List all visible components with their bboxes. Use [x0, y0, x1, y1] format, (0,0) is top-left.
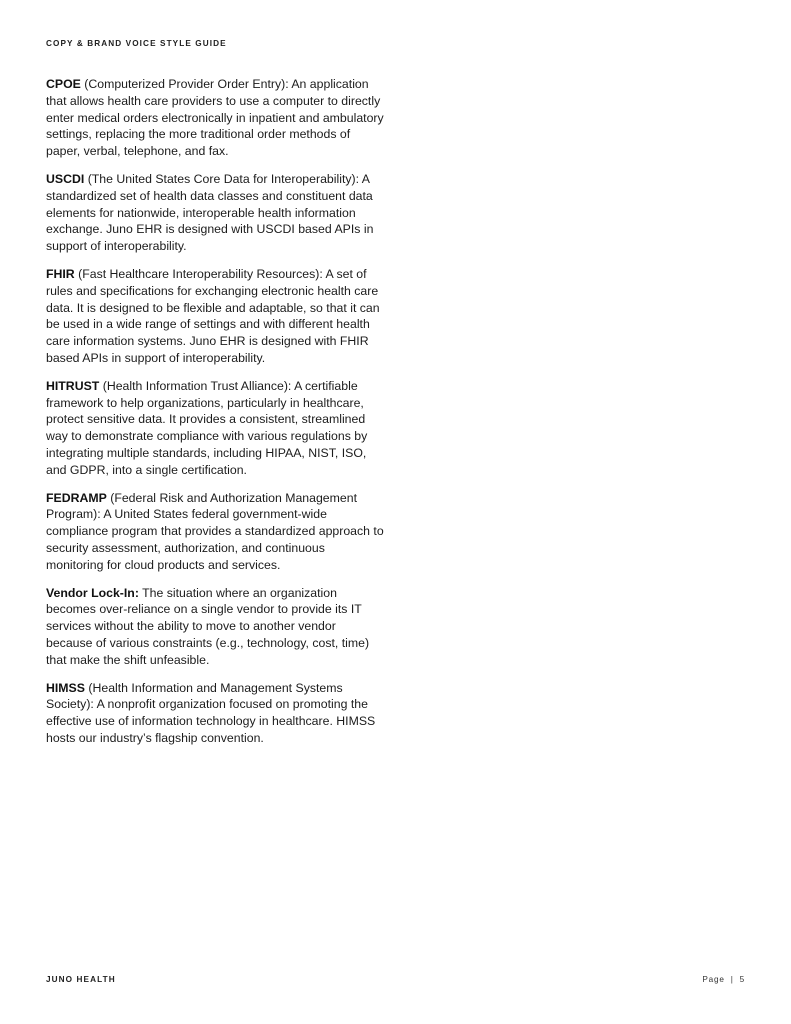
glossary-entry-cpoe: [46, 76, 384, 160]
document-header: COPY & BRAND VOICE STYLE GUIDE: [46, 39, 227, 48]
glossary-definition: The situation where an organization becomes over-reliance on a single vendor to provide its IT services without the ability to move to another vendor because of various constraints (e.g., technology, cost, time) that make the shift unfeasible.: [46, 585, 370, 667]
glossary-entry-hitrust: [46, 378, 384, 479]
glossary-definition: (Fast Healthcare Interoperability Resources): A set of rules and specifications for exchanging electronic health care data. It is designed to be flexible and adaptable, so that it can be used in a wide range of settings and with different health care information systems. Juno EHR is designed with FHIR based APIs in support of interoperability.: [46, 266, 380, 365]
glossary-definition: (Health Information Trust Alliance): A certifiable framework to help organizations, particularly in healthcare, protect sensitive data. It provides a consistent, streamlined way to demonstrate compliance with various regulations by integrating multiple standards, including HIPAA, NIST, ISO, and GDPR, into a single certification.: [46, 378, 368, 477]
glossary-entry-vendor-lock-in: [46, 585, 384, 669]
glossary-definition: (The United States Core Data for Interoperability): A standardized set of health data classes and constituent data elements for nationwide, interoperable health information exchange. Juno EHR is designed with USCDI based APIs in support of interoperability.: [46, 171, 374, 254]
footer-brand: JUNO HEALTH: [46, 975, 116, 984]
glossary-definition: (Federal Risk and Authorization Management Program): A United States federal government-wide compliance program that provides a standardized approach to security assessment, authorization, and continuous monitoring for cloud products and services.: [46, 490, 384, 572]
glossary-term: FHIR: [46, 266, 75, 281]
glossary-entry-fhir: [46, 266, 384, 367]
page-label: Page: [702, 975, 725, 984]
page-indicator: [702, 975, 745, 984]
glossary-definition: (Health Information and Management Systems Society): A nonprofit organization focused on promoting the effective use of information technology in healthcare. HIMSS hosts our industry’s flagship convention.: [46, 680, 376, 745]
page-separator: |: [730, 975, 734, 984]
glossary-term: FEDRAMP: [46, 490, 107, 505]
glossary-term: Vendor Lock-In:: [46, 585, 139, 600]
glossary-entry-himss: [46, 680, 384, 747]
glossary-term: HIMSS: [46, 680, 85, 695]
glossary-entry-uscdi: [46, 171, 384, 255]
glossary-entry-fedramp: [46, 490, 384, 574]
glossary-term: HITRUST: [46, 378, 100, 393]
page-number: 5: [739, 975, 745, 984]
glossary-content: [46, 76, 384, 758]
glossary-term: USCDI: [46, 171, 85, 186]
glossary-term: CPOE: [46, 77, 81, 91]
glossary-definition: (Computerized Provider Order Entry): An application that allows health care providers to use a computer to directly enter medical orders electronically in inpatient and ambulatory settings, replacing the more traditional order methods of paper, verbal, telephone, and fax.: [46, 77, 384, 159]
